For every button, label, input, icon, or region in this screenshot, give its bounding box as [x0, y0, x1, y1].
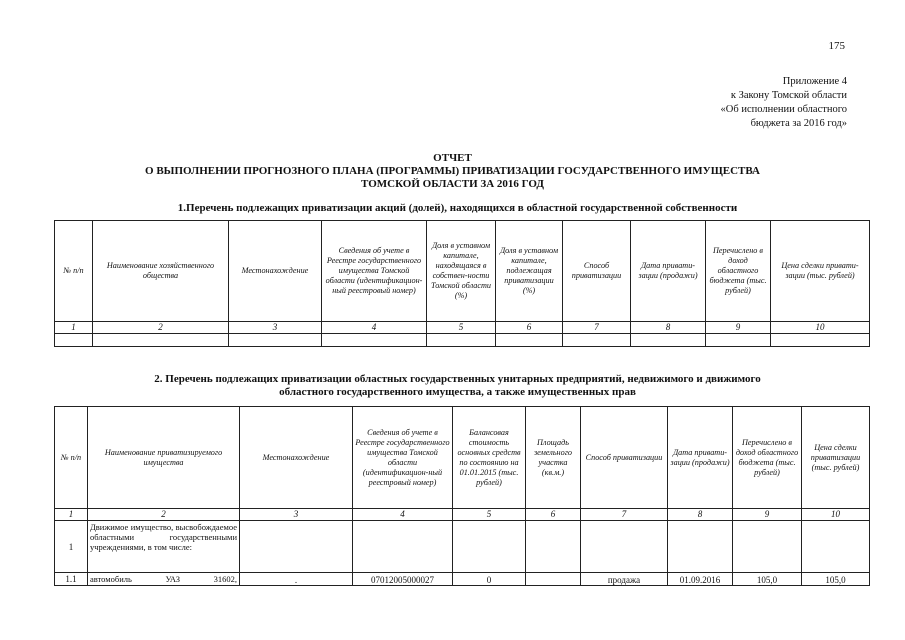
- s2-colnum-3: 3: [240, 509, 353, 521]
- area-cell: [526, 573, 581, 586]
- s1-empty-cell: [706, 334, 771, 347]
- price-cell: 105,0: [802, 573, 870, 586]
- method-cell: [581, 521, 668, 573]
- area-cell: [526, 521, 581, 573]
- property-name: автомобиль УАЗ 31602,: [88, 573, 240, 586]
- s2-header-area: Площадь земельного участка (кв.м.): [526, 407, 581, 509]
- s1-colnum-9: 9: [706, 322, 771, 334]
- s2-colnum-10: 10: [802, 509, 870, 521]
- s2-colnum-2: 2: [88, 509, 240, 521]
- s2-header-registry: Сведения об учете в Реестре государственного имущества Томской области (идентификацион-ный реестровый номер): [353, 407, 453, 509]
- report-title-line-1: ОТЧЕТ: [433, 152, 472, 164]
- balance-cell: 0: [453, 573, 526, 586]
- section2-heading-line-2: областного государственного имущества, а также имущественных прав: [279, 386, 636, 398]
- s1-colnum-2: 2: [93, 322, 229, 334]
- section2-column-number-row: [55, 509, 870, 521]
- s1-empty-cell: [427, 334, 496, 347]
- registry-cell: 07012005000027: [353, 573, 453, 586]
- location-cell: .: [240, 573, 353, 586]
- row-number: 1: [55, 521, 88, 573]
- s1-header-share-privatized: Доля в уставном капитале, подлежащая приватизации (%): [496, 221, 563, 322]
- s1-colnum-1: 1: [55, 322, 93, 334]
- s2-colnum-7: 7: [581, 509, 668, 521]
- s1-empty-cell: [631, 334, 706, 347]
- appendix-line-3: «Об исполнении областного: [720, 104, 847, 115]
- section1-heading: 1.Перечень подлежащих приватизации акций (долей), находящихся в областной государственной собственности: [177, 202, 738, 214]
- s1-header-transferred: Перечислено в доход областного бюджета (тыс. рублей): [706, 221, 771, 322]
- s1-colnum-7: 7: [563, 322, 631, 334]
- s1-header-company: Наименование хозяйственного общества: [93, 221, 229, 322]
- s1-empty-cell: [563, 334, 631, 347]
- s2-colnum-5: 5: [453, 509, 526, 521]
- transferred-cell: [733, 521, 802, 573]
- s1-empty-cell: [322, 334, 427, 347]
- s1-empty-cell: [93, 334, 229, 347]
- report-title-line-2: О ВЫПОЛНЕНИИ ПРОГНОЗНОГО ПЛАНА (ПРОГРАММЫ) ПРИВАТИЗАЦИИ ГОСУДАРСТВЕННОГО ИМУЩЕСТВА: [145, 165, 760, 177]
- s1-colnum-5: 5: [427, 322, 496, 334]
- section2-heading: [40, 373, 875, 399]
- appendix-line-1: Приложение 4: [782, 76, 847, 87]
- s1-header-registry: Сведения об учете в Реестре государственного имущества Томской области (идентификацион-ный реестровый номер): [322, 221, 427, 322]
- s1-header-price: Цена сделки привати-зации (тыс. рублей): [771, 221, 870, 322]
- s1-empty-cell: [771, 334, 870, 347]
- s1-header-num: № п/п: [55, 221, 93, 322]
- s2-colnum-4: 4: [353, 509, 453, 521]
- s1-empty-cell: [496, 334, 563, 347]
- s1-header-share-owned: Доля в уставном капитале, находящаяся в собствен-ности Томской области (%): [427, 221, 496, 322]
- method-cell: продажа: [581, 573, 668, 586]
- date-cell: 01.09.2016: [668, 573, 733, 586]
- s1-colnum-10: 10: [771, 322, 870, 334]
- s2-colnum-9: 9: [733, 509, 802, 521]
- s2-header-location: Местонахождение: [240, 407, 353, 509]
- table-row: [55, 573, 870, 586]
- s2-header-balance: Балансовая стоимость основных средств по состоянию на 01.01.2015 (тыс. рублей): [453, 407, 526, 509]
- location-cell: [240, 521, 353, 573]
- registry-cell: [353, 521, 453, 573]
- s1-colnum-6: 6: [496, 322, 563, 334]
- row-number: 1.1: [55, 573, 88, 586]
- s1-empty-cell: [229, 334, 322, 347]
- section1-empty-row: [55, 334, 870, 347]
- price-cell: [802, 521, 870, 573]
- s1-header-method: Способ приватизации: [563, 221, 631, 322]
- transferred-cell: 105,0: [733, 573, 802, 586]
- s1-colnum-4: 4: [322, 322, 427, 334]
- s2-colnum-1: 1: [55, 509, 88, 521]
- balance-cell: [453, 521, 526, 573]
- section1-table: [54, 220, 870, 347]
- s1-header-date: Дата привати-зации (продажи): [631, 221, 706, 322]
- section2-header-row: [55, 407, 870, 509]
- s1-colnum-8: 8: [631, 322, 706, 334]
- s1-header-location: Местонахождение: [229, 221, 322, 322]
- appendix-note: [627, 75, 847, 131]
- section2-table: [54, 406, 870, 586]
- appendix-line-2: к Закону Томской области: [730, 90, 847, 101]
- section1-column-number-row: [55, 322, 870, 334]
- page-number: 175: [828, 40, 845, 52]
- s2-header-property: Наименование приватизируемого имущества: [88, 407, 240, 509]
- s2-colnum-6: 6: [526, 509, 581, 521]
- s1-empty-cell: [55, 334, 93, 347]
- section1-header-row: [55, 221, 870, 322]
- report-title: [0, 152, 905, 191]
- s2-header-num: № п/п: [55, 407, 88, 509]
- s1-colnum-3: 3: [229, 322, 322, 334]
- table-row: [55, 521, 870, 573]
- s2-colnum-8: 8: [668, 509, 733, 521]
- property-name: Движимое имущество, высвобождаемое областными государственными учреждениями, в том числе:: [88, 521, 240, 573]
- s2-header-date: Дата привати-зации (продажи): [668, 407, 733, 509]
- s2-header-transferred: Перечислено в доход областного бюджета (тыс. рублей): [733, 407, 802, 509]
- date-cell: [668, 521, 733, 573]
- section2-heading-line-1: 2. Перечень подлежащих приватизации областных государственных унитарных предприятий, недвижимого и движимого: [154, 373, 761, 385]
- s2-header-price: Цена сделки приватизации (тыс. рублей): [802, 407, 870, 509]
- report-title-line-3: ТОМСКОЙ ОБЛАСТИ ЗА 2016 ГОД: [361, 178, 544, 190]
- appendix-line-4: бюджета за 2016 год»: [750, 118, 847, 129]
- s2-header-method: Способ приватизации: [581, 407, 668, 509]
